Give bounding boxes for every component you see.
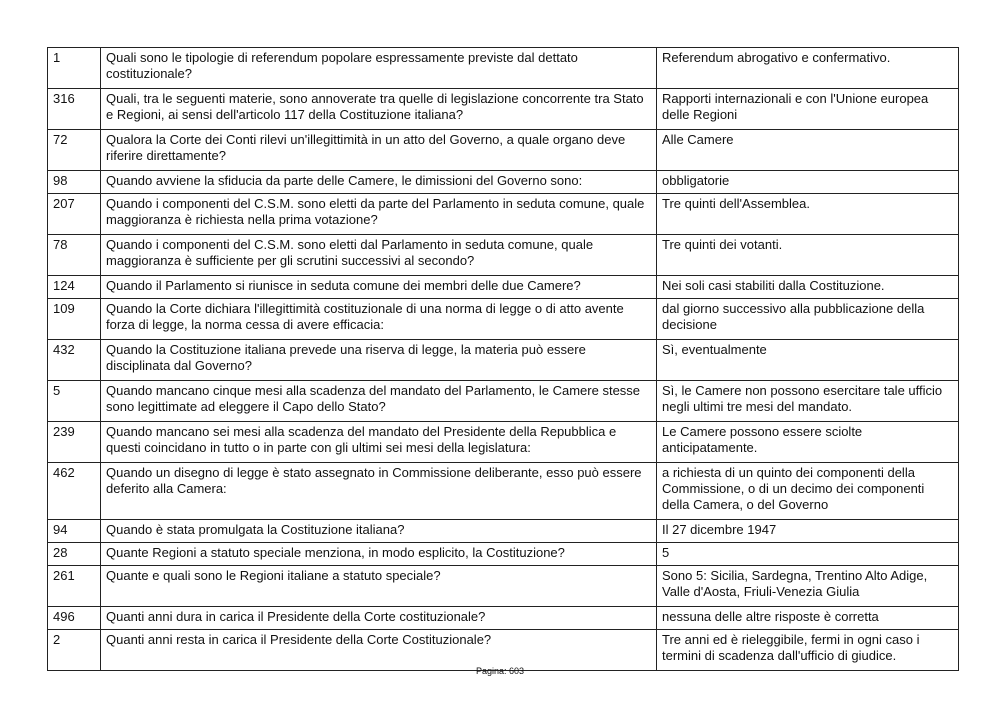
answer-text: Nei soli casi stabiliti dalla Costituzione. xyxy=(657,276,959,299)
question-text: Quali sono le tipologie di referendum popolare espressamente previste dal dettato costituzionale? xyxy=(101,48,657,89)
question-text: Quanti anni resta in carica il Presidente della Corte Costituzionale? xyxy=(101,630,657,671)
table-row xyxy=(48,463,959,520)
question-text: Quando un disegno di legge è stato assegnato in Commissione deliberante, esso può essere deferito alla Camera: xyxy=(101,463,657,520)
table-row xyxy=(48,171,959,194)
table-row xyxy=(48,130,959,171)
question-id: 28 xyxy=(48,543,101,566)
answer-text: nessuna delle altre risposte è corretta xyxy=(657,607,959,630)
answer-text: Sì, le Camere non possono esercitare tale ufficio negli ultimi tre mesi del mandato. xyxy=(657,381,959,422)
answer-text: Rapporti internazionali e con l'Unione europea delle Regioni xyxy=(657,89,959,130)
table-row xyxy=(48,381,959,422)
question-text: Quando la Corte dichiara l'illegittimità costituzionale di una norma di legge o di atto avente forza di legge, la norma cessa di avere efficacia: xyxy=(101,299,657,340)
question-text: Quando avviene la sfiducia da parte delle Camere, le dimissioni del Governo sono: xyxy=(101,171,657,194)
question-text: Quando i componenti del C.S.M. sono eletti dal Parlamento in seduta comune, quale maggioranza è sufficiente per gli scrutini successivi al secondo? xyxy=(101,235,657,276)
question-id: 109 xyxy=(48,299,101,340)
table-row xyxy=(48,630,959,671)
answer-text: Referendum abrogativo e confermativo. xyxy=(657,48,959,89)
answer-text: Il 27 dicembre 1947 xyxy=(657,520,959,543)
table-row xyxy=(48,340,959,381)
answer-text: Tre quinti dell'Assemblea. xyxy=(657,194,959,235)
question-id: 261 xyxy=(48,566,101,607)
answer-text: Sì, eventualmente xyxy=(657,340,959,381)
table-row xyxy=(48,276,959,299)
question-id: 432 xyxy=(48,340,101,381)
table-row xyxy=(48,89,959,130)
table-row xyxy=(48,607,959,630)
answer-text: dal giorno successivo alla pubblicazione della decisione xyxy=(657,299,959,340)
question-text: Quando i componenti del C.S.M. sono eletti da parte del Parlamento in seduta comune, quale maggioranza è richiesta nella prima votazione? xyxy=(101,194,657,235)
table-row xyxy=(48,48,959,89)
table-row xyxy=(48,543,959,566)
question-id: 1 xyxy=(48,48,101,89)
question-text: Quando il Parlamento si riunisce in seduta comune dei membri delle due Camere? xyxy=(101,276,657,299)
question-id: 94 xyxy=(48,520,101,543)
question-id: 207 xyxy=(48,194,101,235)
question-table xyxy=(47,47,959,671)
table-row xyxy=(48,520,959,543)
question-id: 78 xyxy=(48,235,101,276)
question-text: Quando la Costituzione italiana prevede una riserva di legge, la materia può essere disciplinata dal Governo? xyxy=(101,340,657,381)
question-text: Quando mancano cinque mesi alla scadenza del mandato del Parlamento, le Camere stesse sono legittimate ad eleggere il Capo dello Stato? xyxy=(101,381,657,422)
question-text: Quando è stata promulgata la Costituzione italiana? xyxy=(101,520,657,543)
page-number: Pagina: 603 xyxy=(475,666,525,676)
answer-text: Sono 5: Sicilia, Sardegna, Trentino Alto Adige, Valle d'Aosta, Friuli-Venezia Giulia xyxy=(657,566,959,607)
question-id: 5 xyxy=(48,381,101,422)
table-row xyxy=(48,235,959,276)
question-id: 316 xyxy=(48,89,101,130)
question-text: Quali, tra le seguenti materie, sono annoverate tra quelle di legislazione concorrente tra Stato e Regioni, ai sensi dell'articolo 117 della Costituzione italiana? xyxy=(101,89,657,130)
question-text: Qualora la Corte dei Conti rilevi un'illegittimità in un atto del Governo, a quale organo deve riferire direttamente? xyxy=(101,130,657,171)
question-id: 124 xyxy=(48,276,101,299)
question-id: 98 xyxy=(48,171,101,194)
question-text: Quante e quali sono le Regioni italiane a statuto speciale? xyxy=(101,566,657,607)
question-id: 496 xyxy=(48,607,101,630)
answer-text: 5 xyxy=(657,543,959,566)
question-text: Quante Regioni a statuto speciale menziona, in modo esplicito, la Costituzione? xyxy=(101,543,657,566)
question-id: 462 xyxy=(48,463,101,520)
answer-text: obbligatorie xyxy=(657,171,959,194)
answer-text: Alle Camere xyxy=(657,130,959,171)
question-id: 2 xyxy=(48,630,101,671)
table-row xyxy=(48,299,959,340)
table-row xyxy=(48,194,959,235)
table-row xyxy=(48,566,959,607)
answer-text: Tre anni ed è rieleggibile, fermi in ogni caso i termini di scadenza dall'ufficio di giudice. xyxy=(657,630,959,671)
question-text: Quanti anni dura in carica il Presidente della Corte costituzionale? xyxy=(101,607,657,630)
question-id: 72 xyxy=(48,130,101,171)
question-text: Quando mancano sei mesi alla scadenza del mandato del Presidente della Repubblica e questi coincidano in tutto o in parte con gli ultimi sei mesi della legislatura: xyxy=(101,422,657,463)
question-id: 239 xyxy=(48,422,101,463)
answer-text: a richiesta di un quinto dei componenti della Commissione, o di un decimo dei componenti della Camera, o del Governo xyxy=(657,463,959,520)
table-row xyxy=(48,422,959,463)
answer-text: Le Camere possono essere sciolte anticipatamente. xyxy=(657,422,959,463)
answer-text: Tre quinti dei votanti. xyxy=(657,235,959,276)
